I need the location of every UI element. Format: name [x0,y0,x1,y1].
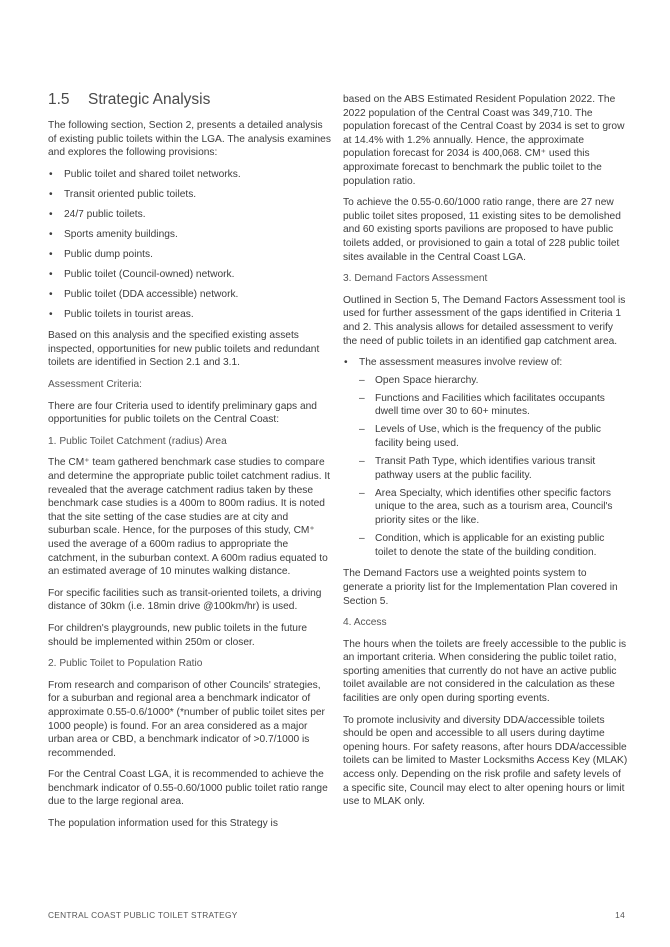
section-number: 1.5 [48,91,70,108]
list-item: • Public toilet (Council-owned) network. [48,268,331,282]
list-item: – Levels of Use, which is the frequency of the public facility being used. [359,423,628,450]
list-item: • Public toilets in tourist areas. [48,308,331,322]
intro-paragraph: The following section, Section 2, presents a detailed analysis of existing public toilets within the LGA. The analysis examines and explores the following provisions: [48,120,331,159]
section-title: Strategic Analysis [88,91,211,108]
population-paragraph: based on the ABS Estimated Resident Population 2022. The 2022 population of the Central Coast was 349,710. The population forecast of the Central Coast by 2034 is set to grow at 14.4% with 1.2% annually. Hence, the approximate population forecast for 2034 is 400,068. CM⁺ used this approximate forecast to benchmark the public toilet to the population ratio. [343,94,625,187]
list-item: • Public toilet (DDA accessible) network. [48,288,331,302]
criterion-3-paragraph: The Demand Factors use a weighted points system to generate a priority list for the Implementation Plan covered in Section 5. [343,568,618,607]
list-item: – Area Specialty, which identifies other specific factors unique to the area, such as a tourism area, Council's priority sites or the like. [359,487,628,528]
list-item: – Condition, which is applicable for an existing public toilet to denote the state of the building condition. [359,532,628,559]
criterion-4-paragraph: To promote inclusivity and diversity DDA/accessible toilets should be open and accessible to all users during daytime opening hours. For safety reasons, after hours DDA/accessible toilets can be limited to Master Locksmiths Access Key (MLAK) access only. Depending on the risk profile and safety levels of a specific site, Council may elect to alter opening hours or limit use to MLAK only. [343,714,628,808]
measures-sublist [359,374,628,560]
measures-list [343,356,628,559]
list-item: – Open Space hierarchy. [359,374,628,388]
list-item: • 24/7 public toilets. [48,208,331,222]
footer-title: CENTRAL COAST PUBLIC TOILET STRATEGY [48,910,238,920]
list-item: – Transit Path Type, which identifies various transit pathway users at the public facility. [359,455,628,482]
criteria-intro: There are four Criteria used to identify preliminary gaps and opportunities for public toilets on the Central Coast: [48,400,317,426]
criterion-4-paragraph: The hours when the toilets are freely accessible to the public is an important criteria. When considering the public toilet ratio, sporting amenities that currently do not have an active public toilet available are not considered in the calculation as these facilities are only open during sporting events. [343,638,627,705]
list-item: – Functions and Facilities which facilitates occupants dwell time over 30 to 60+ minutes. [359,392,628,419]
criterion-2-paragraph: The population information used for this Strategy is [48,818,278,830]
criterion-1-paragraph: The CM⁺ team gathered benchmark case studies to compare and determine the appropriate public toilet catchment radius. It revealed that the average catchment radius taken by these benchmark case studies is a 400m to 800m radius. It is noted that the site setting of the case studies are at city and suburban scale. Hence, for the purposes of this study, CM⁺ used the average of a 600m radius to appropriate the catchment, in the suburban context. A 600m radius equated to an estimated average of 10 minutes walking distance. [48,457,331,578]
section-heading [48,90,331,110]
criterion-1-heading: 1. Public Toilet Catchment (radius) Area [48,435,227,447]
criterion-3-heading: 3. Demand Factors Assessment [343,273,488,285]
criterion-2-paragraph: From research and comparison of other Councils' strategies, for a suburban and regional area a benchmark indicator of approximate 0.55-0.6/1000* (*number of public toilet sites per 1000 people) is found. For an area considered as a major urban area or CBD, a benchmark indicator of >0.7/1000 is recommended. [48,679,325,759]
page-number: 14 [615,910,625,920]
criterion-1-paragraph: For children's playgrounds, new public toilets in the future should be implemented within 250m or closer. [48,622,308,648]
list-item: • Public toilet and shared toilet networks. [48,168,331,182]
analysis-paragraph: Based on this analysis and the specified existing assets inspected, opportunities for new public toilets and redundant toilets are identified in Section 2.1 and 3.1. [48,330,320,369]
provisions-list [48,168,331,321]
criterion-3-paragraph: Outlined in Section 5, The Demand Factors Assessment tool is used for further assessment of the gaps identified in Criteria 1 and 2. This analysis allows for detailed assessment to verify the need of public toilets in an identified gap catchment area. [343,294,626,347]
criterion-2-paragraph: For the Central Coast LGA, it is recommended to achieve the benchmark indicator of 0.55-0.60/1000 public toilet ratio range due to the large regional area. [48,769,328,808]
list-item: • Transit oriented public toilets. [48,188,331,202]
left-column [48,90,331,839]
measures-intro: The assessment measures involve review of: [359,357,563,369]
list-item: • Public dump points. [48,248,331,262]
criterion-1-paragraph: For specific facilities such as transit-oriented toilets, a driving distance of 30km (i.e. 18min drive @100km/hr) is used. [48,587,322,613]
ratio-paragraph: To achieve the 0.55-0.60/1000 ratio range, there are 27 new public toilet sites proposed, 11 existing sites to be demolished and 60 existing sports pavilions are proposed to have public toilets added, or provisioned to gain a total of 228 public toilet sites available in the Central Coast LGA. [343,197,621,263]
criterion-2-heading: 2. Public Toilet to Population Ratio [48,658,203,670]
criterion-4-heading: 4. Access [343,617,387,629]
right-column [343,93,628,817]
list-item [343,356,628,559]
criteria-heading: Assessment Criteria: [48,379,142,391]
list-item: • Sports amenity buildings. [48,228,331,242]
